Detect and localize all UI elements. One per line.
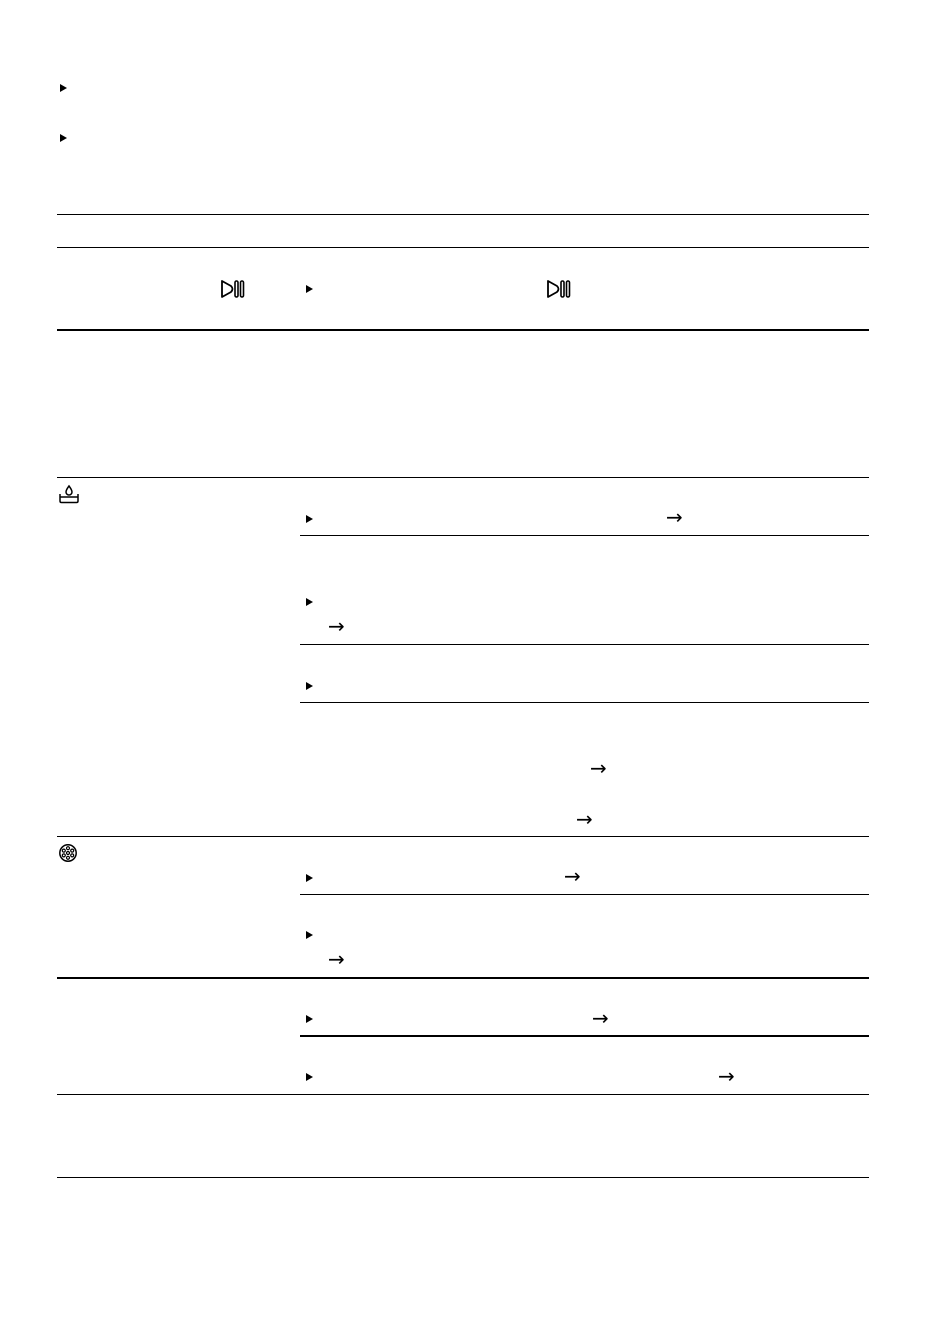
intro-bullet-2 [60,134,67,142]
cause6-bullet [306,1015,313,1023]
water-tap-icon [58,484,80,504]
cause-rule-4 [300,894,869,895]
cause7-bullet [306,1073,313,1081]
table2-row-rule-2 [57,977,869,979]
cause5-bullet [306,931,313,939]
right-arrow-icon: → [592,1006,609,1030]
right-arrow-icon: → [328,947,345,971]
cause4-bullet [306,874,313,882]
cause1-bullet [306,515,313,523]
table2-row-rule-3 [57,1094,869,1095]
cause3-bullet [306,682,313,690]
cause-rule-2 [300,644,869,645]
right-arrow-icon: → [576,807,593,831]
cause-rule-5 [300,1035,869,1037]
right-arrow-icon: → [590,756,607,780]
cause-rule-3 [300,702,869,703]
table-top-rule [57,214,869,215]
table-end-rule-1 [57,329,869,331]
table2-top-rule [57,477,869,478]
cause2-bullet [306,598,313,606]
right-arrow-icon: → [328,614,345,638]
table2-row-rule-1 [57,836,869,837]
table2-bottom-rule [57,1177,869,1178]
table-header-rule [57,247,869,248]
row1-bullet [306,285,313,293]
start-pause-icon [546,279,572,299]
right-arrow-icon: → [666,505,683,529]
drum-filter-icon [58,843,78,863]
cause-rule-1 [300,535,869,536]
right-arrow-icon: → [564,864,581,888]
start-pause-icon [220,279,246,299]
right-arrow-icon: → [718,1064,735,1088]
intro-bullet-1 [60,84,67,92]
